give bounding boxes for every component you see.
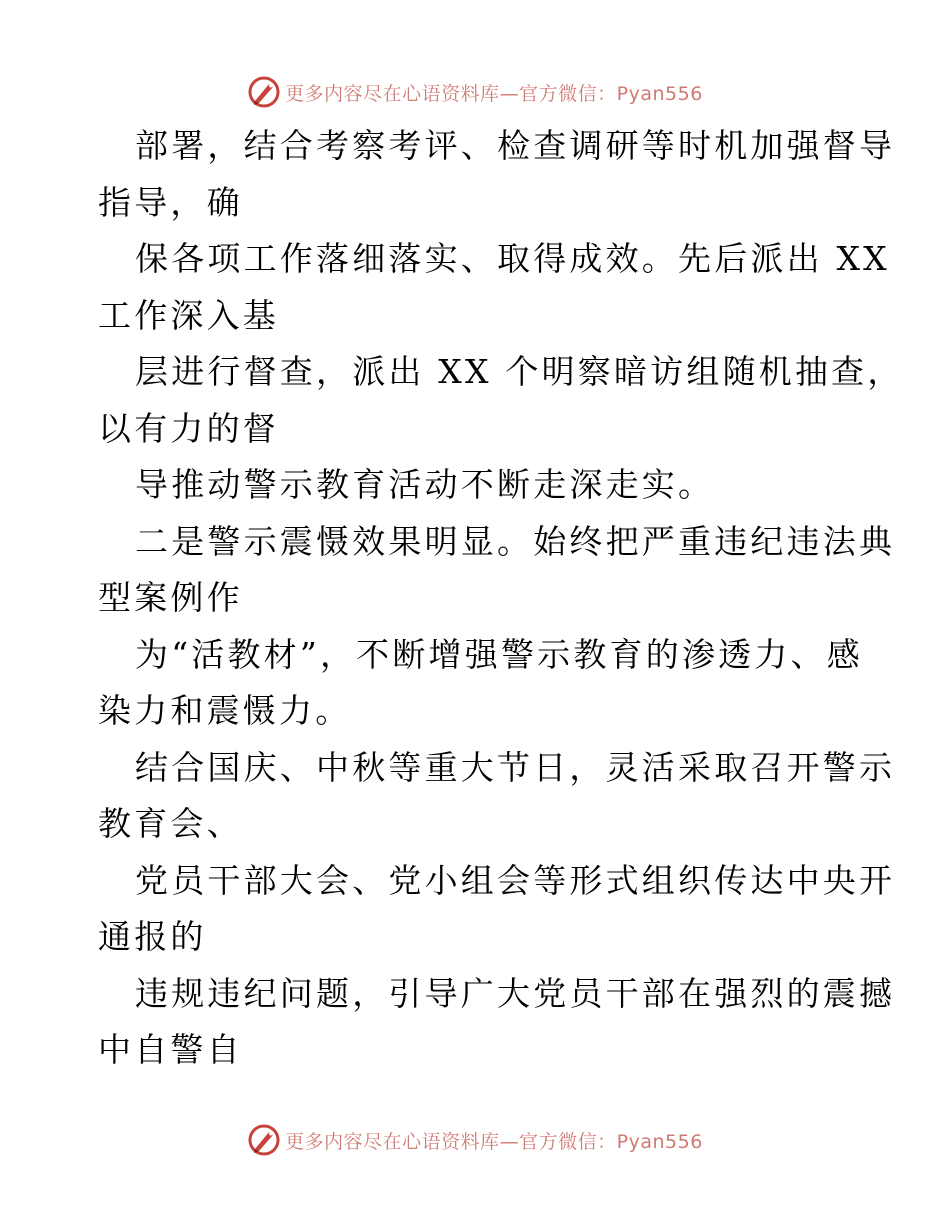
text-line: 教育会、 — [98, 804, 243, 843]
text-line: 为“活教材”，不断增强警示教育的渗透力、感 — [135, 634, 863, 674]
text-line: 党员干部大会、党小组会等形式组织传达中央开 — [135, 860, 896, 900]
pen-in-circle-logo-icon — [247, 1123, 281, 1157]
text-line: 二是警示震慑效果明显。始终把严重违纪违法典 — [135, 521, 896, 561]
footer-banner — [0, 1120, 950, 1160]
document-body — [98, 118, 904, 1079]
text-line: 结合国庆、中秋等重大节日，灵活采取召开警示 — [135, 747, 896, 787]
text-line: 层进行督查，派出 XX 个明察暗访组随机抽查， — [135, 352, 904, 391]
text-line: 染力和震慑力。 — [98, 691, 352, 730]
footer-text: 更多内容尽在心语资料库—官方微信：Pyan556 — [285, 1130, 703, 1153]
text-line: 中自警自 — [98, 1030, 243, 1069]
text-line: 违规违纪问题，引导广大党员干部在强烈的震撼 — [135, 973, 896, 1013]
text-line: 保各项工作落细落实、取得成效。先后派出 XX — [135, 239, 890, 278]
pen-in-circle-logo-icon — [247, 75, 281, 109]
header-banner — [0, 72, 950, 112]
text-line: 部署，结合考察考评、检查调研等时机加强督导 — [135, 126, 896, 165]
text-line: 导推动警示教育活动不断走深走实。 — [135, 465, 715, 504]
text-line: 通报的 — [98, 917, 207, 956]
text-line: 指导，确 — [98, 182, 243, 222]
text-line: 型案例作 — [98, 578, 243, 617]
text-line: 工作深入基 — [98, 295, 279, 335]
header-text: 更多内容尽在心语资料库—官方微信：Pyan556 — [285, 82, 703, 105]
text-line: 以有力的督 — [98, 408, 279, 448]
